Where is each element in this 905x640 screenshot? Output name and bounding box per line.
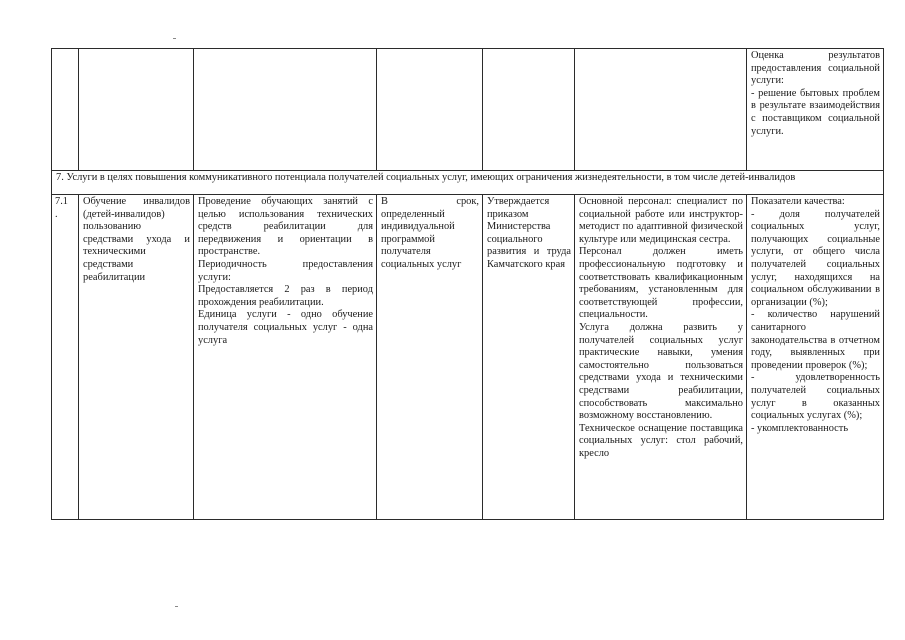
- scan-speck: [173, 38, 176, 39]
- service-description: Проведение обучающих занятий с целью использования технических средств реабилитации для передвижения и ориентации в пространстве. Периодичность предоставления услуги: Предоставляется 2 раз в период прохождения реабилитации. Единица услуги - одно обучение получателя социальных услуг - одна услуга: [194, 195, 377, 520]
- section-title: 7. Услуги в целях повышения коммуникативного потенциала получателей социальных услуг, имеющих ограничения жизнедеятельности, в том числе детей-инвалидов: [52, 171, 884, 195]
- service-indicators: Показатели качества: - доля получателей социальных услуг, получающих социальные услуги, от общего числа получателей социальных услуг, находящихся на социальном обслуживании в организации (%); - количество нарушений санитарного законодательства в отчетном году, выявленных при проведении проверок (%); - удовлетворенность получателей социальных услуг в оказанных социальных услугах (%); - укомплектованность: [747, 195, 884, 520]
- service-name: Обучение инвалидов (детей-инвалидов) пользованию средствами ухода и техническими средствами реабилитации: [79, 195, 194, 520]
- empty-cell: [79, 49, 194, 171]
- service-conditions: Основной персонал: специалист по социальной работе или инструктор-методист по адаптивной физической культуре или медицинская сестра. Персонал должен иметь профессиональную подготовку и соответствовать квалификационным требованиям, установленным для соответствующей профессии, специальности. Услуга должна развить у получателей социальных услуг практические навыки, умения самостоятельно пользоваться средствами ухода и техническими средствами реабилитации, способствовать максимально возможному восстановлению. Техническое оснащение поставщика социальных услуг: стол рабочий, кресло: [575, 195, 747, 520]
- services-table: [51, 48, 884, 520]
- scan-speck: [175, 606, 178, 607]
- section-heading-row: [52, 171, 884, 195]
- previous-service-row-continued: [52, 49, 884, 171]
- empty-cell: [194, 49, 377, 171]
- empty-cell: [575, 49, 747, 171]
- service-row: [52, 195, 884, 520]
- quality-assessment-cell: Оценка результатов предоставления социальной услуги: - решение бытовых проблем в результате взаимодействия с поставщиком социальной услуги.: [747, 49, 884, 171]
- empty-cell: [52, 49, 79, 171]
- empty-cell: [483, 49, 575, 171]
- service-term: В срок, определенный индивидуальной программой получателя социальных услуг: [377, 195, 483, 520]
- service-number: 7.1 .: [52, 195, 79, 520]
- service-cost: Утверждается приказом Министерства социального развития и труда Камчатского края: [483, 195, 575, 520]
- empty-cell: [377, 49, 483, 171]
